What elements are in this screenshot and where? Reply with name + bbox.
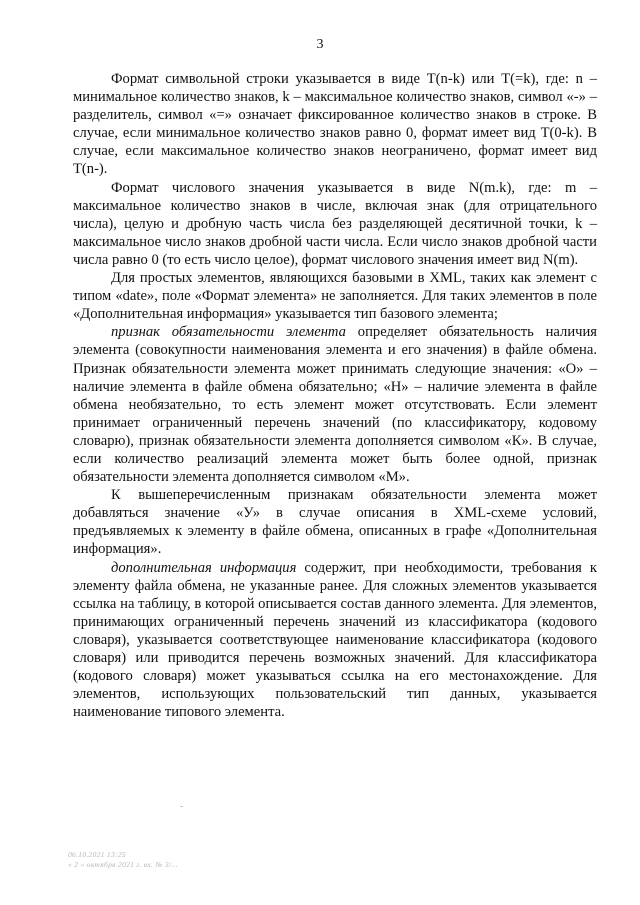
paragraph-text: К вышеперечисленным признакам обязательности элемента может добавляться значение «У» в случае описания в XML-схеме условий, предъявляемых к элементу в файле обмена, описанных в графе «Дополнительная информация». <box>73 487 597 558</box>
paragraph-conditional-flag <box>73 486 597 558</box>
term-additional-info: дополнительная информация <box>111 559 297 576</box>
document-body <box>73 70 597 721</box>
registration-stamp <box>68 850 178 870</box>
paragraph-mandatory-flag <box>73 323 597 486</box>
paragraph-text: Формат символьной строки указывается в виде T(n-k) или T(=k), где: n – минимальное количество знаков, k – максимальное количество знаков, символ «-» – разделитель, символ «=» означает фиксированное количество знаков в строке. В случае, если минимальное количество знаков равно 0, формат имеет вид T(0-k). В случае, если максимальное количество знаков неограничено, формат имеет вид T(n-). <box>73 71 597 178</box>
paragraph-text: Формат числового значения указывается в виде N(m.k), где: m – максимальное количество знаков в числе, включая знак (для отрицательного числа), целую и дробную часть числа без разделяющей десятичной точки, k – максимальное число знаков дробной части числа. Если число знаков дробной части числа равно 0 (то есть число целое), формат числового значения имеет вид N(m). <box>73 179 597 268</box>
term-mandatory-flag: признак обязательности элемента <box>111 324 346 341</box>
paragraph-text: определяет обязательность наличия элемента (совокупности наименования элемента и его значения) в файле обмена. Признак обязательности элемента может принимать следующие значения: «О» – наличие элемента в файле обмена обязательно; «Н» – наличие элемента в файле обмена необязательно, то есть элемент может отсутствовать. Если элемент принимает ограниченный перечень значений (по классификатору, кодовому словарю), признак обязательности элемента дополняется символом «К». В случае, если количество реализаций элемента может быть более одной, признак обязательности элемента дополняется символом «М». <box>73 324 597 486</box>
scan-speck <box>180 806 183 807</box>
paragraph-number-format <box>73 179 597 269</box>
paragraph-text: Для простых элементов, являющихся базовыми в XML, таких как элемент с типом «date», поле «Формат элемента» не заполняется. Для таких элементов в поле «Дополнительная информация» указывается тип базового элемента; <box>73 270 597 323</box>
page-number: 3 <box>316 37 324 52</box>
paragraph-additional-info <box>73 559 597 722</box>
stamp-line-2: « 2 » октября 2021 г. вх. № 3/... <box>68 860 178 869</box>
stamp-line-1: 06.10.2021 13:25 <box>68 850 126 859</box>
paragraph-string-format <box>73 70 597 179</box>
paragraph-text: содержит, при необходимости, требования к элементу файла обмена, не указанные ранее. Для сложных элементов указывается ссылка на таблицу, в которой описывается состав данного элемента. Для элементов, принимающих ограниченный перечень значений из классификатора (кодового словаря), указывается соответствующее наименование классификатора (кодового словаря) или приводится перечень возможных значений. Для классификатора (кодового словаря) может указываться ссылка на его местонахождение. Для элементов, использующих пользовательский тип данных, указывается наименование типового элемента. <box>73 559 598 721</box>
paragraph-simple-elements <box>73 269 597 323</box>
